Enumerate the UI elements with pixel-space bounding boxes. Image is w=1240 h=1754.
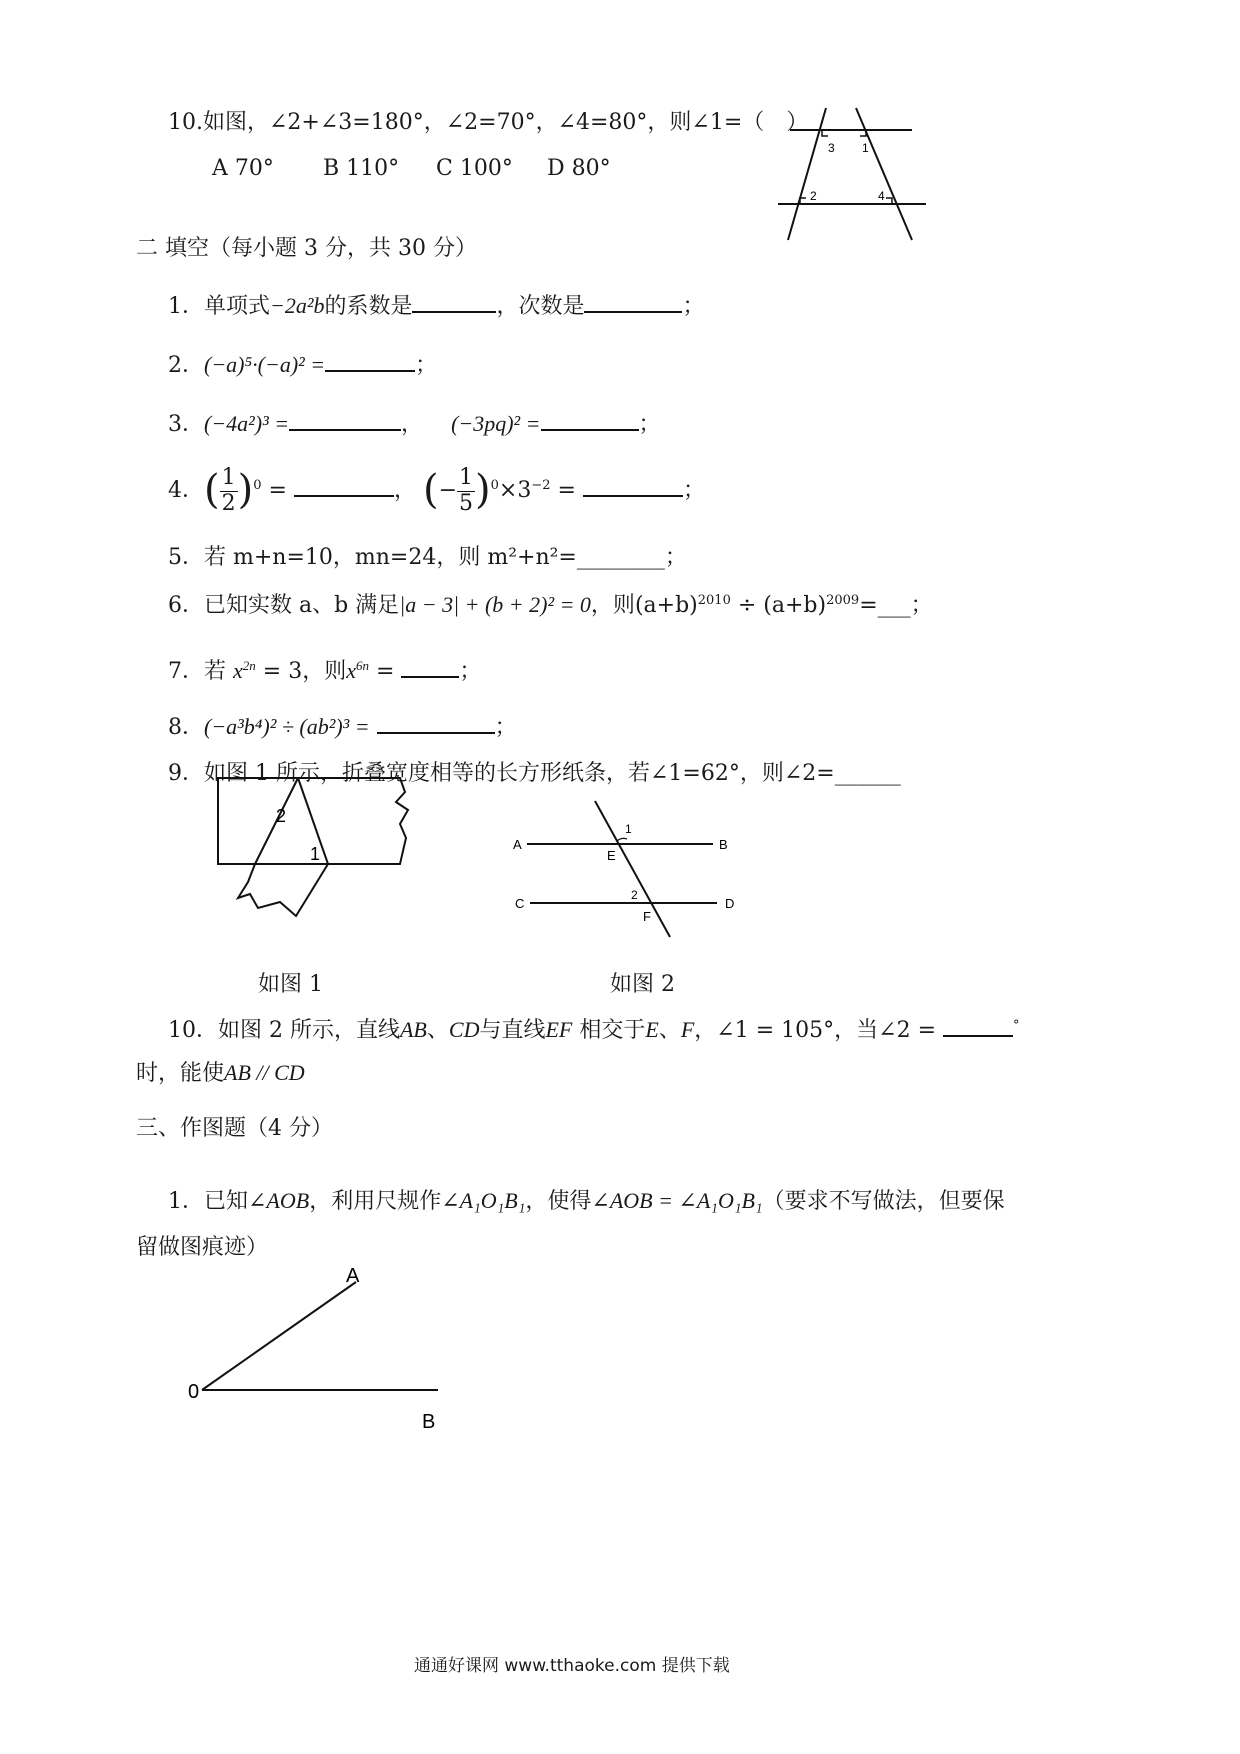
fig2-label-1: 1 [625,822,632,836]
s2-q10-sep1: 、 [426,1018,449,1043]
s2-q9: 9．如图 1 所示，折叠宽度相等的长方形纸条，若∠1=62°，则∠2=______ [168,761,901,786]
section3-heading: 三、作图题（4 分） [136,1116,333,1141]
s2-q6-end: =___； [859,593,933,618]
fig1-folded-strip [210,770,420,920]
fig2-label-2: 2 [631,888,638,902]
fig1-label-2: 2 [276,806,287,826]
s2-q4-frac1-num: 1 [221,465,236,491]
s3-q1-line2: 留做图痕迹） [136,1235,269,1260]
s2-q6-expr: |a − 3| + (b + 2)² = 0 [399,592,591,617]
s2-q6-prefix: 6．已知实数 a、b 满足 [168,593,400,618]
s2-q1-expr: −2a²b [270,293,325,318]
s2-q10-deg: ° [1013,1018,1020,1033]
s2-q7-x-a: x [233,658,243,683]
s2-q10-e: E [645,1017,659,1042]
s3-q1-eq: ∠AOB = ∠A₁O₁B₁ [591,1188,763,1213]
fig2-label-c: C [515,896,525,911]
s2-q1-mid: 的系数是 [324,294,413,319]
s2-q4-eq: = [268,478,287,503]
s2-q3-comma: ， [401,412,424,437]
fig2-label-b: B [719,837,728,852]
q10-top-stem: 10.如图，∠2+∠3=180°，∠2=70°，∠4=80°，则∠1=（ ） [168,110,809,135]
s3-label-b: B [422,1411,436,1433]
q10-fig-label-1: 1 [862,141,869,155]
s2-q4-blank-b[interactable] [583,475,683,497]
s2-q2 [168,350,437,377]
s2-q1-blank-coefficient[interactable] [412,291,496,313]
s2-q4: 4．( $\frac{1}{2}$ )$^0$ = ， (− $\frac{1}{5}$ )$^0\times 3^{-2}$ = ； [168,465,705,516]
s2-q8-blank[interactable] [377,712,495,734]
s2-q8 [168,712,517,739]
s3-q1-text-b: ，利用尺规作 [309,1189,442,1214]
s2-q1-prefix: 1．单项式 [168,294,270,319]
footer-source: 通通好课网 www.tthaoke.com 提供下载 [414,1656,730,1676]
s2-q6-expr3: (a+b) [763,593,827,618]
s2-q6 [168,594,933,617]
fig1-label-1: 1 [310,844,321,864]
s2-q10-text-a: 10．如图 2 所示，直线 [168,1018,400,1043]
s3-angle-aob-figure [180,1260,460,1440]
s3-q1-angle1: ∠AOB [248,1188,310,1213]
s2-q4-frac1-den: 2 [221,490,236,516]
s2-q2-expr: (−a)⁵·(−a)² = [204,352,326,377]
s2-q7-end: ； [459,659,482,684]
s2-q1-blank-degree[interactable] [584,291,682,313]
q10-top-figure [770,100,940,250]
s2-q3 [168,409,661,436]
s2-q4-blank-a[interactable] [294,475,394,497]
s2-q1-sep: ，次数是 [496,294,585,319]
s2-q7-prefix: 7．若 [168,659,226,684]
s2-q6-expr2: (a+b) [634,593,698,618]
s2-q4-times: ×3 [498,478,532,503]
s2-q4-frac2-den: 5 [459,490,473,516]
s2-q2-blank[interactable] [325,350,415,372]
s2-q10-line2-text: 时，能使 [136,1061,225,1086]
s2-q4-end: ； [682,478,705,503]
s3-q1-line1 [168,1190,1005,1213]
fig2-caption: 如图 2 [610,972,675,997]
q10-fig-label-2: 2 [810,189,817,203]
s2-q2-end: ； [415,353,438,378]
s2-q8-expr: (−a³b⁴)² ÷ (ab²)³ = [204,714,370,739]
s2-q10-blank[interactable] [943,1015,1013,1037]
s2-q3-expr-a: (−4a²)³ = [204,411,290,436]
fig2-label-d: D [725,896,735,911]
s2-q10-angle: ，∠1 = 105°，当∠2 = [694,1018,936,1043]
s2-q8-prefix: 8． [168,715,204,740]
s2-q4-frac2-num: 1 [459,465,473,491]
s2-q10-mid1: 与直线 [479,1018,546,1043]
q10-fig-label-4: 4 [878,189,885,203]
s2-q4-frac2-sign: − [438,478,457,503]
s2-q4-exp-neg2: −2 [531,478,551,493]
fig2-label-e: E [607,848,616,863]
s3-label-o: 0 [188,1381,200,1403]
q10-top-option-c: C 100° [436,156,513,181]
s2-q4-comma: ， [393,478,416,503]
fig2-label-f: F [643,909,651,924]
s2-q4-eq2: = [557,478,576,503]
s2-q3-end: ； [638,412,661,437]
s3-q1-text-c: ，使得 [525,1189,592,1214]
s2-q10-ab: AB [399,1017,427,1042]
s2-q4-exp0-b: 0 [490,478,499,493]
q10-top-option-b: B 110° [323,156,400,181]
s2-q6-exp-2010: 2010 [697,593,731,608]
s2-q10-line1 [168,1015,1020,1042]
s2-q7-exp-b: 6n [355,658,369,673]
s2-q10-line2 [136,1062,305,1085]
section2-heading: 二 填空（每小题 3 分，共 30 分） [136,236,477,261]
s3-q1-angle2: ∠A₁O₁B₁ [441,1188,526,1213]
s2-q7-exp-a: 2n [242,658,256,673]
s3-q1-text-d: （要求不写做法，但要保 [762,1189,1005,1214]
s2-q5: 5．若 m+n=10，mn=24，则 m²+n²=________； [168,545,687,570]
s3-label-a: A [346,1265,360,1287]
fig2-label-a: A [513,837,522,852]
s2-q10-ef: EF [545,1017,573,1042]
s2-q3-expr-b: (−3pq)² = [451,411,541,436]
s2-q2-prefix: 2． [168,353,204,378]
s2-q7 [168,656,481,683]
s2-q7-blank[interactable] [401,656,459,678]
s2-q8-end: ； [494,715,517,740]
s2-q10-cd: CD [448,1017,480,1042]
s2-q6-div: ÷ [737,593,757,618]
s2-q10-mid2: 相交于 [579,1018,646,1043]
s2-q1 [168,291,705,318]
s2-q3-blank-b[interactable] [541,409,639,431]
q10-top-option-a: A 70° [212,156,274,181]
s2-q6-mid: ，则 [590,593,635,618]
s2-q10-f: F [680,1017,695,1042]
s2-q10-sep2: 、 [658,1018,681,1043]
fig1-caption: 如图 1 [258,972,323,997]
s2-q7-x-b: x [346,658,356,683]
s2-q6-exp-2009: 2009 [826,593,860,608]
s2-q10-parallel: AB // CD [224,1060,305,1085]
fig2-parallel-lines [505,795,745,945]
s2-q4-prefix: 4． [168,478,204,503]
s2-q7-mid: ，则 [302,659,347,684]
s2-q7-eq-b: = [375,659,395,684]
s2-q3-blank-a[interactable] [289,409,401,431]
s2-q1-end: ； [682,294,705,319]
s3-q1-text-a: 1．已知 [168,1189,248,1214]
s2-q7-eq-a: = 3 [262,659,303,684]
s2-q4-exp0-a: 0 [253,478,262,493]
q10-fig-label-3: 3 [828,141,835,155]
q10-top-option-d: D 80° [547,156,611,181]
s2-q3-prefix: 3． [168,412,204,437]
